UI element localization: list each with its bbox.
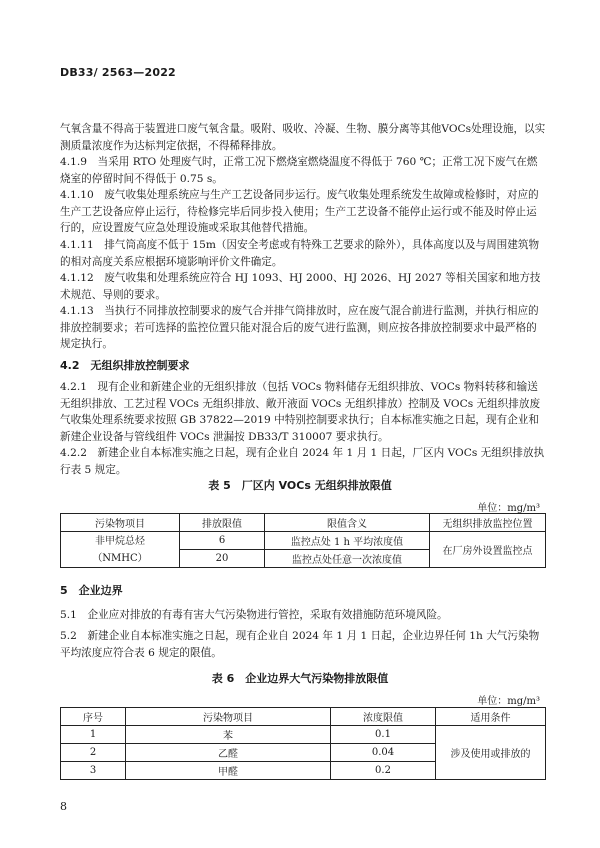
clause-5-1: 5.1 企业应对排放的有毒有害大气污染物进行管控，采取有效措施防范环境风险。	[60, 609, 448, 621]
page-number: 8	[60, 800, 67, 813]
meaning-cell: 监控点处任意一次浓度值	[265, 550, 430, 568]
table-header-cell: 污染物项目	[126, 708, 331, 726]
limit-cell: 0.2	[331, 762, 436, 780]
table-5-unit: 单位：mg/m³	[477, 503, 540, 514]
limit-cell: 6	[180, 532, 265, 550]
table-6-unit: 单位：mg/m³	[477, 696, 540, 707]
document-header: DB33/ 2563—2022	[60, 66, 176, 79]
clause-4-1-10: 4.1.10 废气收集处理系统应与生产工艺设备同步运行。废气收集处理系统发生故障或检修时，对应的生产工艺设备应停止运行，待检修完毕后同步投入使用；生产工艺设备不能停止运行或不能及时停止运行的，应设置废气应急处理设施或采取其他替代措施。	[60, 189, 539, 234]
table-header-cell: 污染物项目	[61, 514, 180, 532]
pollutant-cell: 乙醛	[126, 744, 331, 762]
table-header-row	[61, 514, 546, 532]
paragraph-continued: 气氧含量不得高于装置进口废气氧含量。吸附、吸收、冷凝、生物、膜分离等其他VOCs处理设施，以实测质量浓度作为达标判定依据，不得稀释排放。	[60, 123, 546, 152]
table-5-title: 表 5 厂区内 VOCs 无组织排放限值	[208, 479, 392, 492]
limit-cell: 0.04	[331, 744, 436, 762]
clause-4-1-12: 4.1.12 废气收集和处理系统应符合 HJ 1093、HJ 2000、HJ 2026、HJ 2027 等相关国家和地方技术规范、导则的要求。	[60, 272, 541, 301]
table-row	[61, 726, 546, 744]
table-5	[60, 513, 546, 568]
table-row	[61, 532, 546, 550]
clause-5-2: 5.2 新建企业自本标准实施之日起，现有企业自 2024 年 1 月 1 日起，企业边界任何 1h 大气污染物平均浓度应符合表 6 规定的限值。	[60, 630, 540, 659]
table-6-title: 表 6 企业边界大气污染物排放限值	[211, 672, 389, 685]
table-header-cell: 适用条件	[436, 708, 546, 726]
section-heading-5: 5 企业边界	[60, 584, 123, 597]
clause-4-1-13: 4.1.13 当执行不同排放控制要求的废气合并排气筒排放时，应在废气混合前进行监测，并执行相应的排放控制要求；若可选择的监控位置只能对混合后的废气进行监测，则应按各排放控制要求中最严格的规定执行。	[60, 305, 539, 350]
pollutant-cell: 甲醛	[126, 762, 331, 780]
serial-cell: 2	[61, 744, 126, 762]
table-6	[60, 707, 546, 780]
table-header-row	[61, 708, 546, 726]
table-header-cell: 序号	[61, 708, 126, 726]
clause-4-1-11: 4.1.11 排气筒高度不低于 15m（因安全考虑或有特殊工艺要求的除外），具体高度以及与周围建筑物的相对高度关系应根据环境影响评价文件确定。	[60, 239, 540, 268]
pollutant-name: 非甲烷总烃	[95, 535, 145, 547]
serial-cell: 3	[61, 762, 126, 780]
pollutant-abbrev: （NMHC）	[92, 552, 148, 564]
meaning-cell: 监控点处 1 h 平均浓度值	[265, 532, 430, 550]
condition-cell: 涉及使用或排放的	[436, 726, 546, 780]
clause-4-2-1: 4.2.1 现有企业和新建企业的无组织排放（包括 VOCs 物料储存无组织排放、VOCs 物料转移和输送无组织排放、工艺过程 VOCs 无组织排放、敞开液面 VOCs 无组织排放）控制及 VOCs 无组织排放废气收集处理系统要求按照 GB 37822—2019 中特别控制要求执行；自本标准实施之日起，现有企业和新建企业设备与管线组件 VOCs 泄漏按 DB33/T 310007 要求执行。	[60, 381, 541, 443]
pollutant-cell: 苯	[126, 726, 331, 744]
limit-cell: 0.1	[331, 726, 436, 744]
table-header-cell: 无组织排放监控位置	[430, 514, 546, 532]
table-header-cell: 限值含义	[265, 514, 430, 532]
serial-cell: 1	[61, 726, 126, 744]
clause-4-1-9: 4.1.9 当采用 RTO 处理废气时，正常工况下燃烧室燃烧温度不得低于 760 ℃；正常工况下废气在燃烧室的停留时间不得低于 0.75 s。	[60, 156, 538, 185]
clause-4-2-2: 4.2.2 新建企业自本标准实施之日起，现有企业自 2024 年 1 月 1 日起，厂区内 VOCs 无组织排放执行表 5 规定。	[60, 447, 545, 476]
section-heading-4-2: 4.2 无组织排放控制要求	[60, 359, 190, 372]
limit-cell: 20	[180, 550, 265, 568]
pollutant-cell	[61, 532, 180, 568]
table-header-cell: 浓度限值	[331, 708, 436, 726]
table-header-cell: 排放限值	[180, 514, 265, 532]
location-cell: 在厂房外设置监控点	[430, 532, 546, 568]
